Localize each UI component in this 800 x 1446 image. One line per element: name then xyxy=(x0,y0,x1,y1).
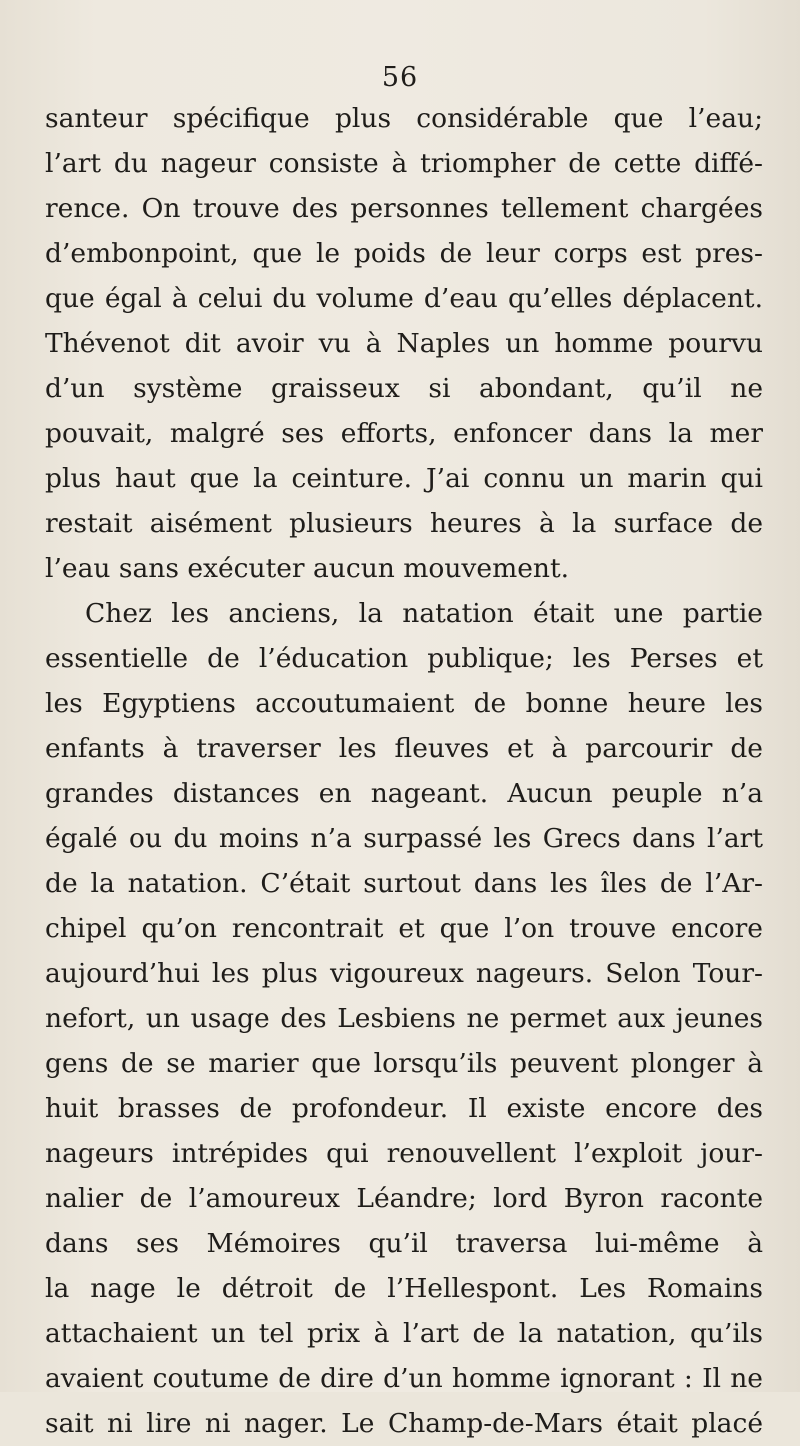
text-line: que égal à celui du volume d’eau qu’elles déplacent. xyxy=(45,283,763,314)
text-line: chipel qu’on rencontrait et que l’on trouve encore xyxy=(45,913,763,944)
text-line: dans ses Mémoires qu’il traversa lui-même à xyxy=(45,1228,763,1259)
text-line: huit brasses de profondeur. Il existe encore des xyxy=(45,1093,763,1124)
text-line: nageurs intrépides qui renouvellent l’exploit jour- xyxy=(45,1138,763,1169)
text-line: attachaient un tel prix à l’art de la natation, qu’ils xyxy=(45,1318,763,1349)
text-line: grandes distances en nageant. Aucun peuple n’a xyxy=(45,778,763,809)
text-line: plus haut que la ceinture. J’ai connu un marin qui xyxy=(45,463,763,494)
text-line: pouvait, malgré ses efforts, enfoncer dans la mer xyxy=(45,418,763,449)
text-line: santeur spécifique plus considérable que l’eau; xyxy=(45,103,763,134)
text-line: égalé ou du moins n’a surpassé les Grecs dans l’art xyxy=(45,823,763,854)
text-line: avaient coutume de dire d’un homme ignorant : Il ne xyxy=(45,1363,763,1394)
text-line: sait ni lire ni nager. Le Champ-de-Mars était placé xyxy=(45,1408,763,1439)
body-text xyxy=(45,96,763,1446)
text-line: restait aisément plusieurs heures à la surface de xyxy=(45,508,763,539)
text-line: gens de se marier que lorsqu’ils peuvent plonger à xyxy=(45,1048,763,1079)
text-line: d’un système graisseux si abondant, qu’il ne xyxy=(45,373,763,404)
text-line: Chez les anciens, la natation était une partie xyxy=(85,598,763,629)
text-line: aujourd’hui les plus vigoureux nageurs. Selon Tour- xyxy=(45,958,763,989)
text-line: nalier de l’amoureux Léandre; lord Byron raconte xyxy=(45,1183,763,1214)
text-line: Thévenot dit avoir vu à Naples un homme pourvu xyxy=(45,328,763,359)
page-number: 56 xyxy=(381,62,419,93)
text-line: essentielle de l’éducation publique; les Perses et xyxy=(45,643,763,674)
text-line: nefort, un usage des Lesbiens ne permet aux jeunes xyxy=(45,1003,763,1034)
text-line: l’eau sans exécuter aucun mouvement. xyxy=(45,553,570,584)
text-line: la nage le détroit de l’Hellespont. Les Romains xyxy=(45,1273,763,1304)
text-line: d’embonpoint, que le poids de leur corps est pres- xyxy=(45,238,763,269)
text-line: de la natation. C’était surtout dans les îles de l’Ar- xyxy=(45,868,763,899)
text-line: les Egyptiens accoutumaient de bonne heure les xyxy=(45,688,763,719)
text-line: rence. On trouve des personnes tellement chargées xyxy=(45,193,763,224)
text-line: l’art du nageur consiste à triompher de cette diffé- xyxy=(45,148,763,179)
text-line: enfants à traverser les fleuves et à parcourir de xyxy=(45,733,763,764)
